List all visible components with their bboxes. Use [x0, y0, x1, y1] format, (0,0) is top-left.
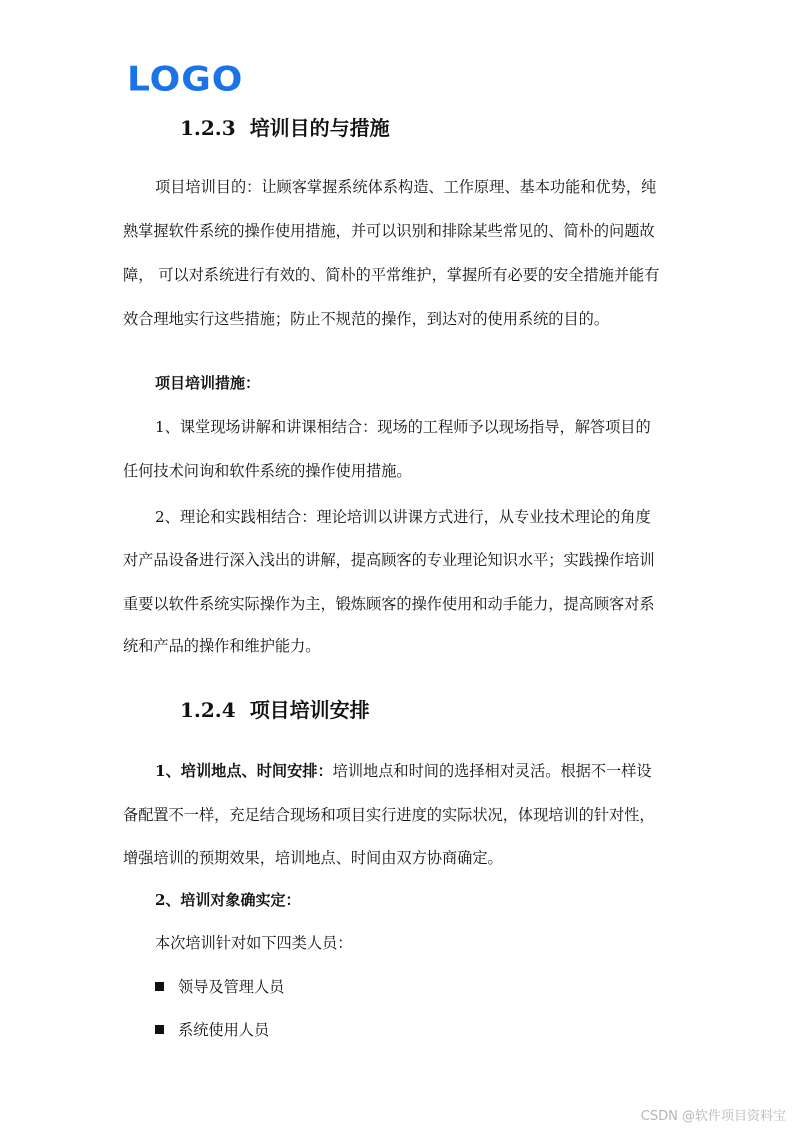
section-number: 1.2.4	[180, 698, 236, 722]
purpose-line-2: 熟掌握软件系统的操作使用措施，并可以识别和排除某些常见的、简朴的问题故	[123, 222, 655, 240]
measure1-line-2: 任何技术问询和软件系统的操作使用措施。	[123, 462, 412, 480]
item1-label: 1、培训地点、时间安排：	[155, 762, 333, 780]
section-number: 1.2.3	[180, 116, 236, 140]
section-heading-1-2-4	[180, 694, 370, 723]
bullet-item	[155, 1019, 269, 1040]
purpose-line-3: 障， 可以对系统进行有效的、简朴的平常维护，掌握所有必要的安全措施并能有	[123, 266, 660, 284]
item1-line-2: 备配置不一样，充足结合现场和项目实行进度的实际状况，体现培训的针对性，	[123, 806, 655, 824]
section-title: 项目培训安排	[249, 698, 370, 722]
purpose-line-1: 项目培训目的：让顾客掌握系统体系构造、工作原理、基本功能和优势，纯	[155, 178, 657, 196]
measure2-line-4: 统和产品的操作和维护能力。	[123, 637, 321, 655]
item1-text: 培训地点和时间的选择相对灵活。根据不一样设	[332, 762, 652, 780]
bullet-item	[155, 976, 284, 997]
section-title: 培训目的与措施	[249, 116, 390, 140]
bullet-text: 领导及管理人员	[178, 978, 285, 996]
measures-heading: 项目培训措施：	[155, 374, 261, 392]
measure2-line-1: 2、理论和实践相结合：理论培训以讲课方式进行，从专业技术理论的角度	[155, 508, 651, 526]
square-bullet-icon	[155, 982, 164, 991]
purpose-line-4: 效合理地实行这些措施；防止不规范的操作，到达对的使用系统的目的。	[123, 310, 609, 328]
item1-line-3: 增强培训的预期效果，培训地点、时间由双方协商确定。	[123, 849, 503, 867]
watermark: CSDN @软件项目资料宝	[640, 1109, 786, 1124]
bullet-text: 系统使用人员	[178, 1021, 270, 1039]
item2-label: 2、培训对象确实定：	[155, 891, 301, 909]
item1-line-1	[155, 760, 652, 781]
measure2-line-3: 重要以软件系统实际操作为主，锻炼顾客的操作使用和动手能力，提高顾客对系	[123, 595, 655, 613]
measure2-line-2: 对产品设备进行深入浅出的讲解，提高顾客的专业理论知识水平；实践操作培训	[123, 551, 655, 569]
audience-intro: 本次培训针对如下四类人员：	[155, 934, 353, 952]
section-heading-1-2-3	[180, 112, 390, 141]
logo: LOGO	[127, 60, 244, 99]
measure1-line-1: 1、课堂现场讲解和讲课相结合：现场的工程师予以现场指导，解答项目的	[155, 418, 651, 436]
square-bullet-icon	[155, 1025, 164, 1034]
